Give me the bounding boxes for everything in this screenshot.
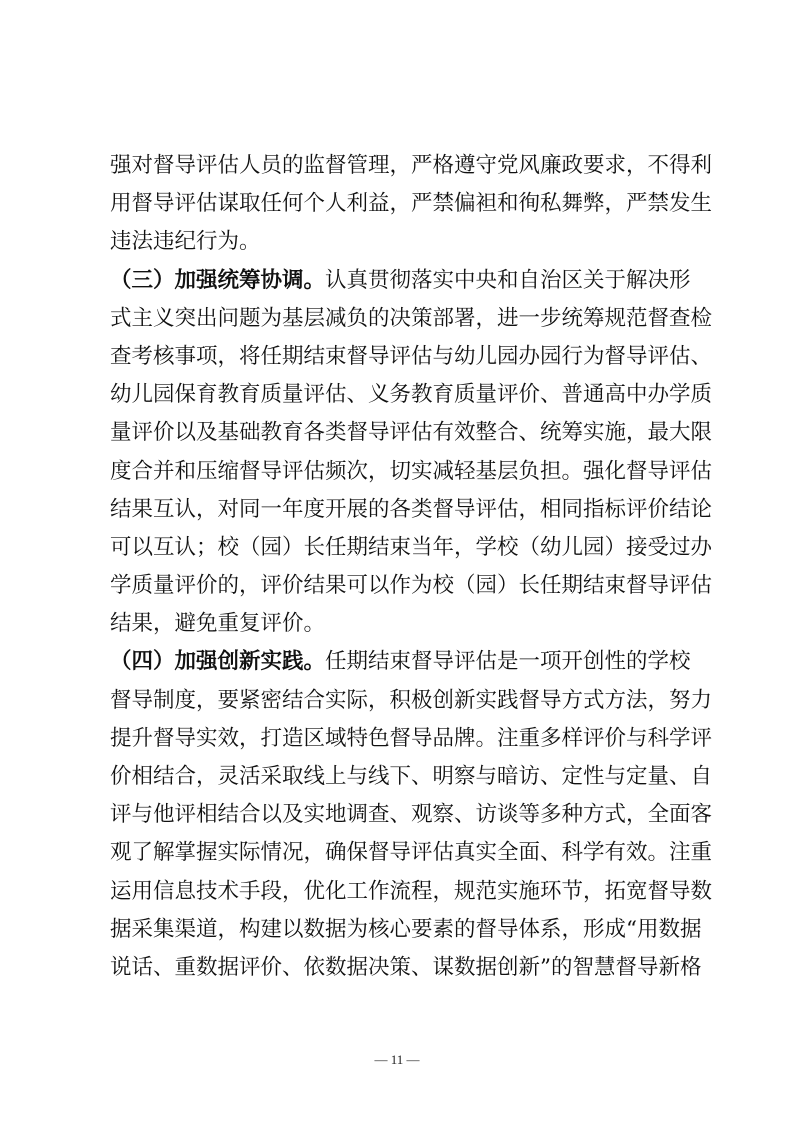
line-text: 据采集渠道，构建以数据为核心要素的督导体系，形成“用数据 [110,916,702,942]
text-line [110,453,713,491]
line-text: 运用信息技术手段，优化工作流程，规范实施环节，拓宽督导数 [110,878,713,904]
section-heading-4: （四）加强创新实践。 [110,649,326,675]
line-text: 价相结合，灵活采取线上与线下、明察与暗访、定性与定量、自 [110,764,713,789]
text-line [110,223,690,261]
text-line [110,605,690,643]
line-text: 结果，避免重复评价。 [110,611,326,637]
text-line [110,682,713,720]
text-line [110,911,702,949]
line-text: 违法违纪行为。 [110,229,261,255]
line-text: 评与他评相结合以及实地调查、观察、访谈等多种方式，全面客 [110,802,713,828]
line-text: 提升督导实效，打造区域特色督导品牌。注重多样评价与科学评 [110,725,713,751]
line-text: 幼儿园保育教育质量评估、义务教育质量评价、普通高中办学质 [110,382,713,408]
line-text: 度合并和压缩督导评估频次，切实减轻基层负担。强化督导评估 [110,458,713,484]
text-line [110,758,713,796]
page-number: — 11 — [374,1052,420,1067]
body-text [110,147,713,987]
text-line [110,529,713,567]
section-heading-line [110,262,690,300]
section-heading-line [110,643,690,681]
text-line [110,300,713,338]
line-text: 任期结束督导评估是一项开创性的学校 [325,649,691,675]
line-text: 式主义突出问题为基层减负的决策部署，进一步统筹规范督查检 [110,305,713,331]
text-line [110,376,713,414]
line-text: 学质量评价的，评价结果可以作为校（园）长任期结束督导评估 [110,573,713,599]
text-line [110,834,713,872]
text-line [110,796,713,834]
text-line [110,414,713,452]
line-text: 强对督导评估人员的监督管理，严格遵守党风廉政要求，不得利 [110,153,713,178]
text-line [110,949,702,987]
line-text: 认真贯彻落实中央和自治区关于解决形 [325,267,691,293]
text-line [110,185,713,223]
line-text: 量评价以及基础教育各类督导评估有效整合、统筹实施，最大限 [110,420,713,446]
line-text: 督导制度，要紧密结合实际，积极创新实践督导方式方法，努力 [110,687,713,713]
text-line [110,720,713,758]
line-text: 用督导评估谋取任何个人利益，严禁偏袒和徇私舞弊，严禁发生 [110,191,713,217]
text-line [110,338,713,376]
line-text: 说话、重数据评价、依数据决策、谋数据创新”的智慧督导新格 [110,954,702,980]
line-text: 观了解掌握实际情况，确保督导评估真实全面、科学有效。注重 [110,840,713,866]
line-text: 结果互认，对同一年度开展的各类督导评估，相同指标评价结论 [110,496,713,522]
text-line [110,147,713,185]
text-line [110,567,713,605]
text-line [110,491,713,529]
line-text: 可以互认；校（园）长任期结束当年，学校（幼儿园）接受过办 [110,534,713,560]
text-line [110,873,713,911]
line-text: 查考核事项，将任期结束督导评估与幼儿园办园行为督导评估、 [110,343,713,369]
section-heading-3: （三）加强统筹协调。 [110,267,326,293]
